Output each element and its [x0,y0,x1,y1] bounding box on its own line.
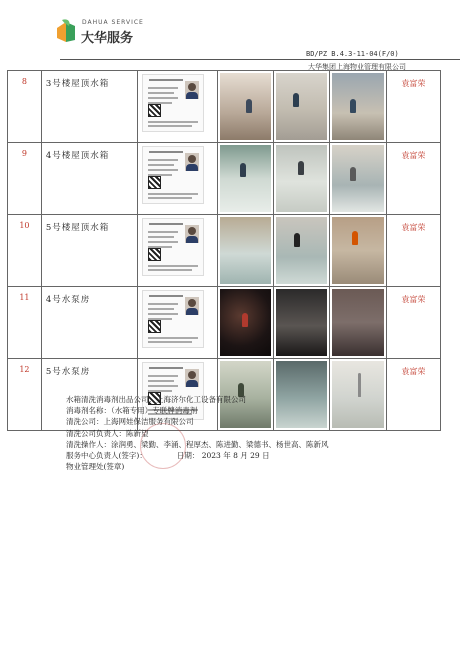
work-photo [330,287,386,359]
table-row [8,143,441,215]
row-number: 12 [8,359,42,431]
work-photo [330,143,386,215]
row-location: 5号楼屋顶水箱 [41,215,137,287]
disinfectant-manufacturer: 水箱清洗消毒剂出品公司：上海济尔化工设备有限公司 [66,395,246,404]
certificate-cell [137,143,217,215]
service-center-manager-label: 服务中心负责人(签字)： [66,451,147,461]
property-office-stamp-label: 物业管理处(签章) [66,462,125,472]
logo-text-cn: 大华服务 [81,31,134,46]
inspector-signature: 袁富荣 [386,143,440,215]
health-certificate-image [142,74,204,132]
row-number: 10 [8,215,42,287]
logo-text-en: DAHUA SERVICE [82,19,144,26]
certificate-cell [137,215,217,287]
work-photo [330,359,386,431]
logo-leaf-icon [55,18,77,44]
sign-date: 日期： 2023 年 8 月 29 日 [176,451,270,461]
inspector-signature: 袁富荣 [386,359,440,431]
health-certificate-image [142,218,204,276]
health-certificate-image [142,290,204,348]
work-photo [274,287,330,359]
cleaning-company-manager: 清洗公司负责人：陈新望 [66,428,149,438]
work-photo [330,71,386,143]
row-location: 5号水泵房 [41,359,137,431]
work-photo [217,287,273,359]
inspector-signature: 袁富荣 [386,287,440,359]
document-code: BD/PZ B.4.3-11-04(F/0) [306,50,399,58]
work-photo [330,215,386,287]
disinfectant-name: 消毒剂名称：（水箱专用）专联牌消毒剂 [66,406,198,416]
cleaning-company: 清洗公司：上海网娃保洁服务有限公司 [66,417,194,427]
row-number: 8 [8,71,42,143]
row-number: 9 [8,143,42,215]
work-photo [217,215,273,287]
health-certificate-image [142,146,204,204]
header-divider [60,59,460,60]
table-row [8,215,441,287]
cleaning-record-table [7,70,441,431]
work-photo [274,71,330,143]
row-location: 4号楼屋顶水箱 [41,143,137,215]
table-row [8,71,441,143]
cleaning-operators: 清洗操作人：涂润勇、梁勤、李涌、程厚杰、陈进勤、梁德书、杨世高、陈新风 [66,439,329,449]
certificate-cell [137,71,217,143]
cleaning-notes [66,394,329,472]
work-photo [274,215,330,287]
table-row [8,287,441,359]
service-center-sign-line [66,450,329,461]
inspector-signature: 袁富荣 [386,215,440,287]
inspector-signature: 袁富荣 [386,71,440,143]
company-name: 大华集团上海物业管理有限公司 [308,63,406,71]
work-photo [274,143,330,215]
certificate-cell [137,287,217,359]
row-location: 4号水泵房 [41,287,137,359]
work-photo [217,71,273,143]
row-number: 11 [8,287,42,359]
company-logo [55,17,175,47]
work-photo [217,143,273,215]
row-location: 3号楼屋顶水箱 [41,71,137,143]
